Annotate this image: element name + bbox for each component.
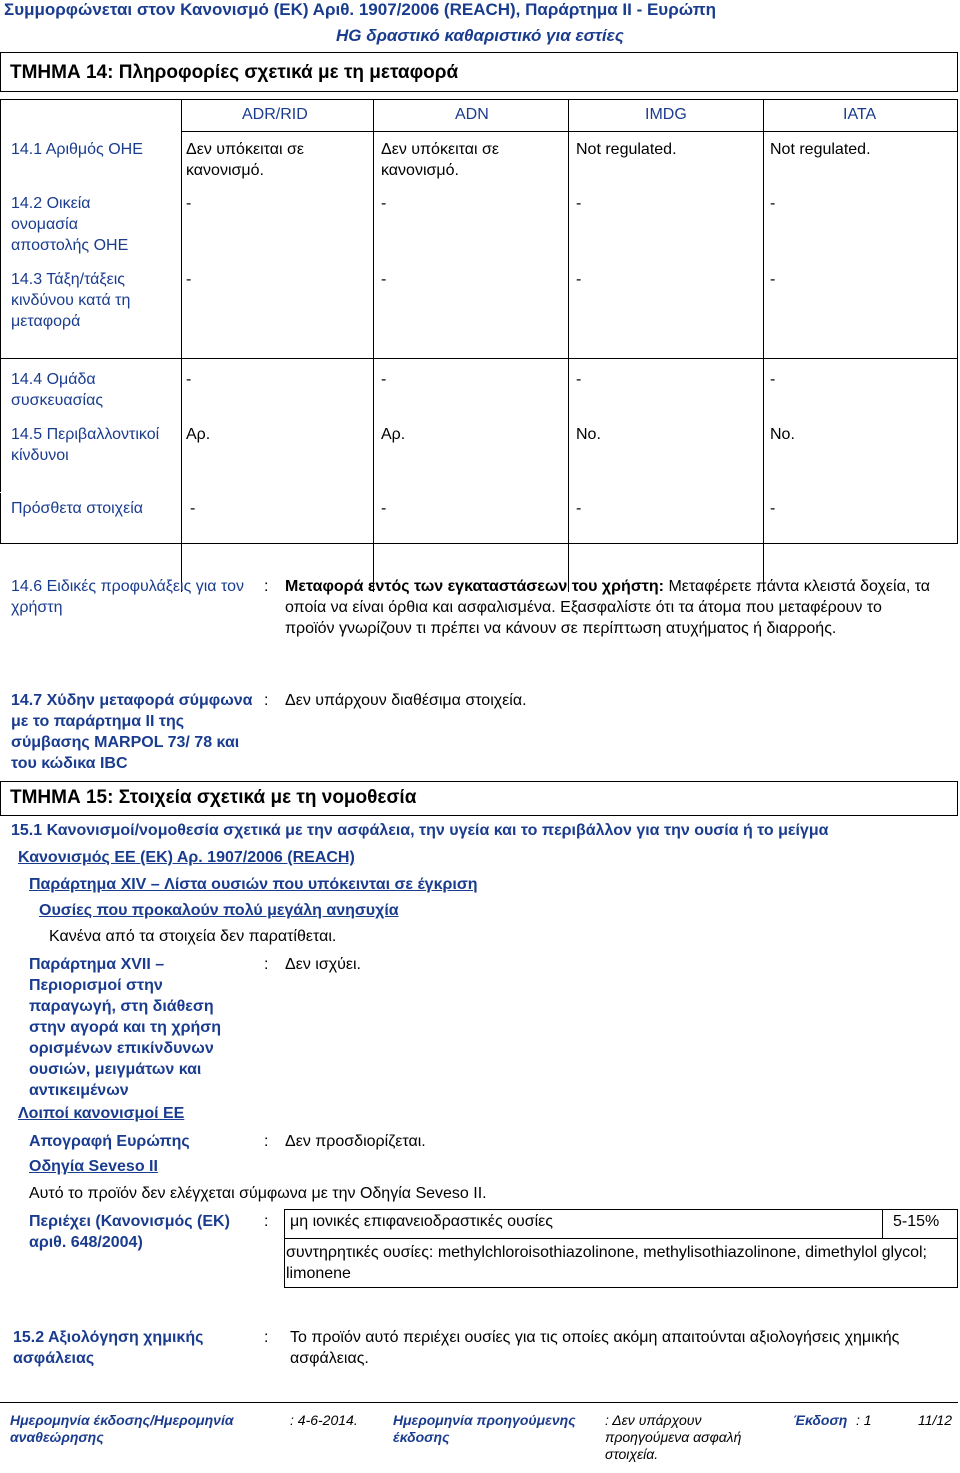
- label-special-precautions: 14.6 Ειδικές προφυλάξεις για τον χρήστη: [11, 578, 244, 616]
- annex-14-link: Παράρτημα XIV – Λίστα ουσιών που υπόκεινται σε έγκριση: [29, 876, 478, 893]
- cell-adr-un-number: Δεν υπόκειται σε κανονισμό.: [186, 141, 304, 179]
- svhc-link: Ουσίες που προκαλούν πολύ μεγάλη ανησυχία: [39, 902, 399, 919]
- row-separator: [0, 358, 958, 359]
- chemical-safety-assessment-label: 15.2 Αξιολόγηση χημικής ασφάλειας: [13, 1329, 204, 1367]
- cell-adn-shipping-name: -: [381, 195, 387, 212]
- seveso-link: Οδηγία Seveso II: [29, 1158, 158, 1175]
- marpol-value: Δεν υπάρχουν διαθέσιμα στοιχεία.: [285, 692, 527, 709]
- table-divider: [373, 100, 374, 592]
- footer-issue-value: : 4-6-2014.: [290, 1412, 358, 1428]
- colon: :: [264, 578, 269, 595]
- cell-imdg-additional: -: [576, 500, 582, 517]
- inventory-value: Δεν προσδιορίζεται.: [285, 1133, 426, 1150]
- detergent-contents-label: Περιέχει (Κανονισμός (ΕΚ) αριθ. 648/2004): [29, 1213, 230, 1251]
- colon: :: [264, 1133, 269, 1150]
- cell-adn-un-number: Δεν υπόκειται σε κανονισμό.: [381, 141, 499, 179]
- footer-page-number: 11/12: [918, 1412, 952, 1428]
- header-separator: [181, 131, 958, 132]
- none-listed-text: Κανένα από τα στοιχεία δεν παρατίθεται.: [49, 928, 337, 945]
- table-divider: [763, 100, 764, 592]
- cell-adn-packing-group: -: [381, 371, 387, 388]
- section-14-title: ΤΜΗΜΑ 14: Πληροφορίες σχετικά με τη μεταφορά: [10, 62, 459, 83]
- cell-adr-hazard-class: -: [186, 271, 192, 288]
- table-divider: [568, 100, 569, 592]
- annex-17-label: Παράρτημα XVII – Περιορισμοί στην παραγωγή, στη διάθεση στην αγορά και τη χρήση ορισμένων επικίνδυνων ουσιών, μειγμάτων και αντικειμένων: [29, 956, 221, 1099]
- colon: :: [264, 1213, 269, 1230]
- footer-prev-label: Ημερομηνία προηγούμενης έκδοσης: [393, 1412, 576, 1445]
- contents-row-2-text: συντηρητικές ουσίες: methylchloroisothiazolinone, methylisothiazolinone, dimethylol glycol; limonene: [286, 1244, 927, 1282]
- cell-imdg-hazard-class: -: [576, 271, 582, 288]
- cell-iata-shipping-name: -: [770, 195, 776, 212]
- column-header-imdg: IMDG: [645, 106, 687, 123]
- row-label-hazard-class: 14.3 Τάξη/τάξεις κινδύνου κατά τη μεταφορά: [11, 271, 131, 330]
- cell-iata-env-hazards: No.: [770, 426, 795, 443]
- table-divider: [181, 100, 182, 592]
- special-precautions-bold: Μεταφορά εντός των εγκαταστάσεων του χρήστη:: [285, 578, 664, 595]
- spacer: [0, 492, 180, 493]
- cell-adn-env-hazards: Αρ.: [381, 426, 406, 443]
- table-border: [0, 99, 1, 544]
- cell-iata-packing-group: -: [770, 371, 776, 388]
- row-label-packing-group: 14.4 Ομάδα συσκευασίας: [11, 371, 104, 409]
- contents-row-1-text: μη ιονικές επιφανειοδραστικές ουσίες: [290, 1213, 554, 1230]
- cell-imdg-packing-group: -: [576, 371, 582, 388]
- colon: :: [264, 956, 269, 973]
- chemical-safety-assessment-text: Το προϊόν αυτό περιέχει ουσίες για τις οποίες ακόμη απαιτούνται αξιολογήσεις χημικής ασφάλειας.: [290, 1329, 900, 1367]
- seveso-text: Αυτό το προϊόν δεν ελέγχεται σύμφωνα με την Οδηγία Seveso II.: [29, 1185, 487, 1202]
- cell-adr-additional: -: [190, 500, 196, 517]
- inventory-label: Απογραφή Ευρώπης: [29, 1133, 190, 1150]
- reach-regulation-link: Κανονισμός ΕΕ (ΕΚ) Αρ. 1907/2006 (REACH): [18, 849, 355, 866]
- row-label-additional: Πρόσθετα στοιχεία: [11, 500, 144, 517]
- cell-adn-additional: -: [381, 500, 387, 517]
- colon: :: [264, 692, 269, 709]
- row-label-un-number: 14.1 Αριθμός ΟΗΕ: [11, 141, 143, 158]
- contents-row-1-value: 5-15%: [893, 1213, 940, 1230]
- footer-prev-value: : Δεν υπάρχουν προηγούμενα ασφαλή στοιχεία.: [605, 1412, 742, 1462]
- row-label-shipping-name: 14.2 Οικεία ονομασία αποστολής ΟΗΕ: [11, 195, 129, 254]
- footer-rule: [0, 1402, 958, 1403]
- cell-adr-shipping-name: -: [186, 195, 192, 212]
- footer-version-label: Έκδοση: [793, 1412, 848, 1428]
- section-15-title: ΤΜΗΜΑ 15: Στοιχεία σχετικά με τη νομοθεσία: [10, 787, 417, 808]
- cell-iata-un-number: Not regulated.: [770, 141, 871, 158]
- cell-iata-hazard-class: -: [770, 271, 776, 288]
- column-header-iata: IATA: [843, 106, 877, 123]
- other-eu-regulations-link: Λοιποί κανονισμοί ΕΕ: [18, 1105, 185, 1122]
- cell-adr-env-hazards: Αρ.: [186, 426, 211, 443]
- column-header-adn: ADN: [455, 106, 489, 123]
- cell-adr-packing-group: -: [186, 371, 192, 388]
- contents-row-divider: [882, 1209, 883, 1239]
- product-name: HG δραστικό καθαριστικό για εστίες: [336, 26, 624, 45]
- cell-imdg-env-hazards: No.: [576, 426, 601, 443]
- colon: :: [264, 1329, 269, 1346]
- special-precautions-text: [285, 576, 935, 639]
- cell-imdg-shipping-name: -: [576, 195, 582, 212]
- cell-adn-hazard-class: -: [381, 271, 387, 288]
- annex-17-value: Δεν ισχύει.: [285, 956, 361, 973]
- special-precautions-body: Μεταφέρετε πάντα κλειστά δοχεία, τα οποία να είναι όρθια και ασφαλισμένα. Εξασφαλίστε ότι τα άτομα που μεταφέρουν το προϊόν γνωρίζουν τι πρέπει να κάνουν σε περίπτωση ατυχήματος ή διαρροής.: [285, 578, 931, 637]
- row-label-env-hazards: 14.5 Περιβαλλοντικοί κίνδυνοι: [11, 426, 160, 464]
- cell-imdg-un-number: Not regulated.: [576, 141, 677, 158]
- cell-iata-additional: -: [770, 500, 776, 517]
- footer-version-value: : 1: [856, 1412, 872, 1428]
- column-header-adr: ADR/RID: [242, 106, 308, 123]
- document-header-title: Συμμορφώνεται στον Κανονισμό (ΕΚ) Αριθ. 1907/2006 (REACH), Παράρτημα II - Ευρώπη: [4, 0, 717, 19]
- section-15-1-heading: 15.1 Κανονισμοί/νομοθεσία σχετικά με την ασφάλεια, την υγεία και το περιβάλλον για την ουσία ή το μείγμα: [11, 822, 829, 839]
- footer-issue-label: Ημερομηνία έκδοσης/Ημερομηνία αναθεώρησης: [10, 1412, 234, 1445]
- label-marpol: 14.7 Χύδην μεταφορά σύμφωνα με το παράρτημα II της σύμβασης MARPOL 73/ 78 και του κώδικα IBC: [11, 692, 253, 772]
